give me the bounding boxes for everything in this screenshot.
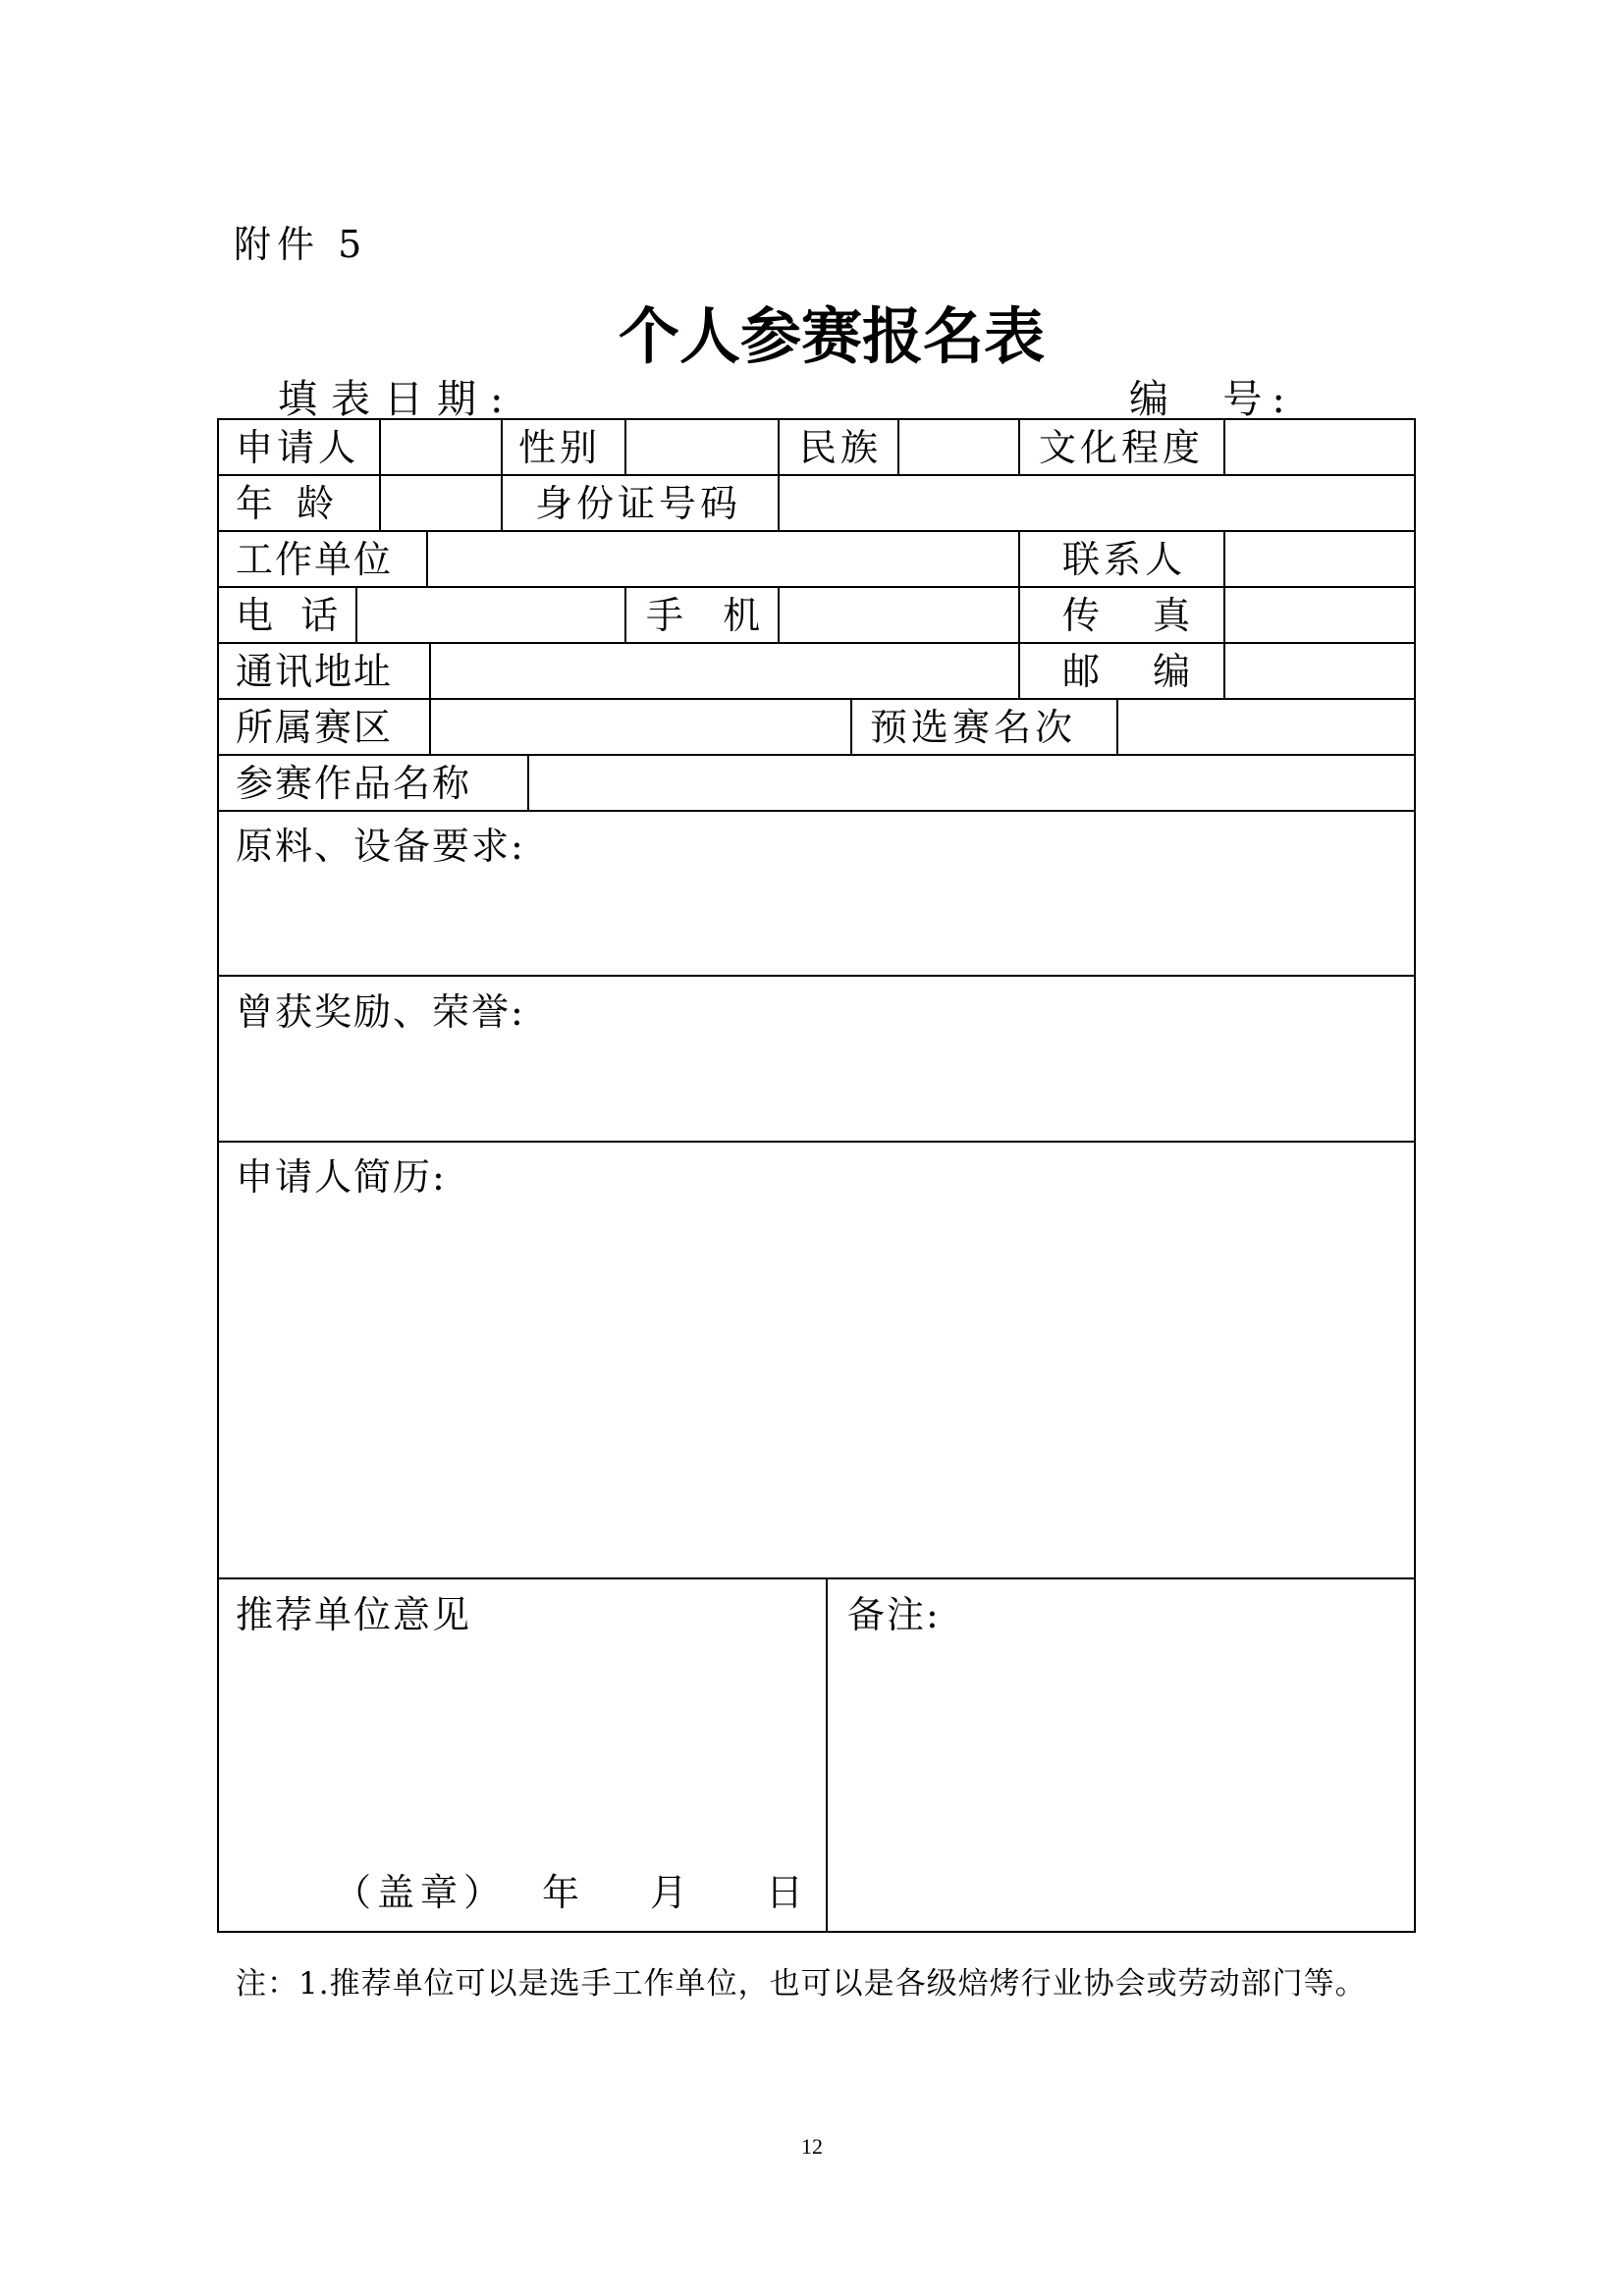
attachment-label: 附件 5 [234, 223, 368, 266]
col-divider [850, 698, 852, 754]
address-field[interactable] [431, 644, 1016, 697]
label-contact-person: 联系人 [1062, 538, 1187, 581]
label-region: 所属赛区 [236, 706, 394, 749]
label-materials: 原料、设备要求: [236, 825, 525, 868]
page-title: 个人参赛报名表 [619, 300, 1046, 372]
table-border-right [1414, 418, 1416, 1933]
col-divider [501, 474, 503, 530]
work-name-field[interactable] [529, 756, 1412, 809]
label-employer: 工作单位 [236, 538, 394, 581]
label-applicant: 申请人 [236, 426, 360, 469]
label-gender: 性别 [518, 426, 602, 469]
label-prelim-rank: 预选赛名次 [870, 706, 1077, 749]
awards-field[interactable] [219, 1041, 1412, 1139]
contact-person-field[interactable] [1225, 532, 1412, 585]
label-recommendation: 推荐单位意见 [236, 1593, 472, 1636]
resume-field[interactable] [219, 1207, 1412, 1575]
footnote: 注：1.推荐单位可以是选手工作单位，也可以是各级焙烤行业协会或劳动部门等。 [236, 1966, 1367, 2002]
page-number: 12 [801, 2134, 823, 2159]
table-border-bottom [217, 1931, 1415, 1933]
label-resume: 申请人简历: [236, 1155, 447, 1199]
label-remarks: 备注: [847, 1593, 941, 1636]
label-education: 文化程度 [1039, 426, 1205, 469]
postcode-field[interactable] [1225, 644, 1412, 697]
row-divider [217, 975, 1415, 977]
col-divider [501, 418, 503, 474]
recommendation-field[interactable] [219, 1644, 824, 1831]
col-divider [1018, 418, 1020, 474]
col-divider [1018, 530, 1020, 698]
label-work-name: 参赛作品名称 [236, 762, 472, 805]
stamp-label: （盖章） [334, 1871, 508, 1914]
applicant-field[interactable] [381, 420, 499, 473]
education-field[interactable] [1225, 420, 1412, 473]
day-label: 日 [766, 1871, 804, 1914]
label-fax: 传 真 [1062, 594, 1201, 637]
phone-field[interactable] [357, 588, 623, 641]
gender-field[interactable] [626, 420, 776, 473]
serial-number-label: 编 号: [1129, 377, 1295, 422]
label-phone: 电 话 [236, 594, 347, 637]
employer-field[interactable] [428, 532, 1016, 585]
label-age: 年 龄 [236, 482, 335, 525]
ethnicity-field[interactable] [899, 420, 1016, 473]
year-label: 年 [542, 1871, 580, 1914]
prelim-rank-field[interactable] [1118, 700, 1412, 753]
label-postcode: 邮 编 [1062, 650, 1201, 693]
label-address: 通讯地址 [236, 650, 394, 693]
col-divider [624, 586, 626, 642]
remarks-field[interactable] [828, 1644, 1412, 1929]
fax-field[interactable] [1225, 588, 1412, 641]
row-divider [217, 1141, 1415, 1143]
id-number-field[interactable] [780, 476, 1412, 529]
row-divider [217, 1577, 1415, 1579]
col-divider [778, 418, 780, 474]
region-field[interactable] [431, 700, 848, 753]
label-id-number: 身份证号码 [535, 482, 742, 525]
materials-field[interactable] [219, 874, 1412, 972]
mobile-field[interactable] [780, 588, 1016, 641]
fill-date-label: 填表日期: [278, 377, 517, 422]
month-label: 月 [650, 1871, 688, 1914]
label-mobile: 手 机 [646, 594, 775, 637]
age-field[interactable] [381, 476, 499, 529]
label-awards: 曾获奖励、荣誉: [236, 990, 525, 1034]
label-ethnicity: 民族 [799, 426, 883, 469]
